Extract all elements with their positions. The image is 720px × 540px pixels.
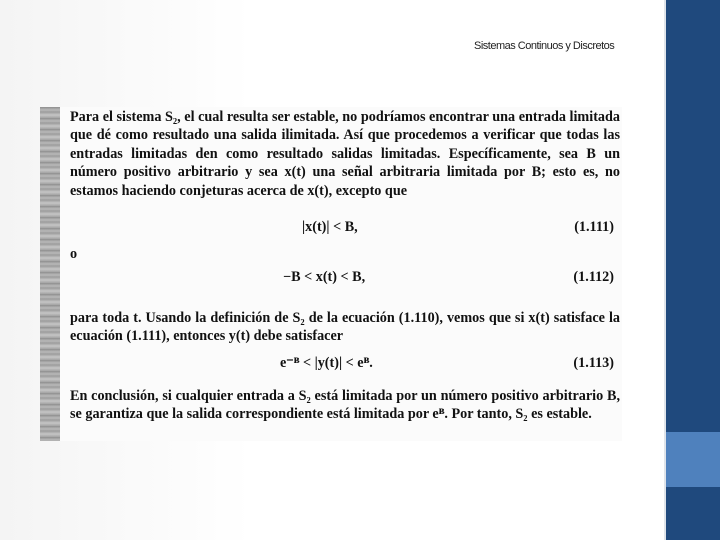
equation-1113: e⁻ᴮ < |y(t)| < eᴮ. bbox=[280, 355, 373, 371]
scan-binding-edge bbox=[40, 107, 60, 441]
slide-title: Sistemas Continuos y Discretos bbox=[474, 40, 615, 52]
scanned-text-image bbox=[40, 107, 622, 441]
equation-number-1113: (1.113) bbox=[573, 355, 614, 371]
paragraph-intro: Para el sistema S₂, el cual resulta ser estable, no podríamos encontrar una entrada limitada que dé como resultado una salida ilimitada. Así que procedemos a verificar que todas las entradas limitadas den como resultado salidas limitadas. Específicamente, sea B un número positivo arbitrario y sea x(t) una señal arbitraria limitada por B; esto es, no estamos haciendo conjeturas acerca de x(t), excepto que bbox=[70, 109, 620, 199]
sidebar-accent-block bbox=[666, 432, 720, 487]
paragraph-conclusion: En conclusión, si cualquier entrada a S₂ está limitada por un número positivo arbitrario B, se garantiza que la salida correspondiente está limitada por eᴮ. Por tanto, S₂ es estable. bbox=[70, 388, 620, 423]
conjunction-o: o bbox=[70, 246, 78, 262]
equation-number-1111: (1.111) bbox=[574, 219, 614, 235]
equation-1111: |x(t)| < B, bbox=[302, 219, 358, 235]
equation-number-1112: (1.112) bbox=[573, 269, 614, 285]
paragraph-middle: para toda t. Usando la definición de S₂ de la ecuación (1.110), vemos que si x(t) satisface la ecuación (1.111), entonces y(t) debe satisfacer bbox=[70, 310, 620, 345]
equation-1112: −B < x(t) < B, bbox=[283, 269, 366, 285]
